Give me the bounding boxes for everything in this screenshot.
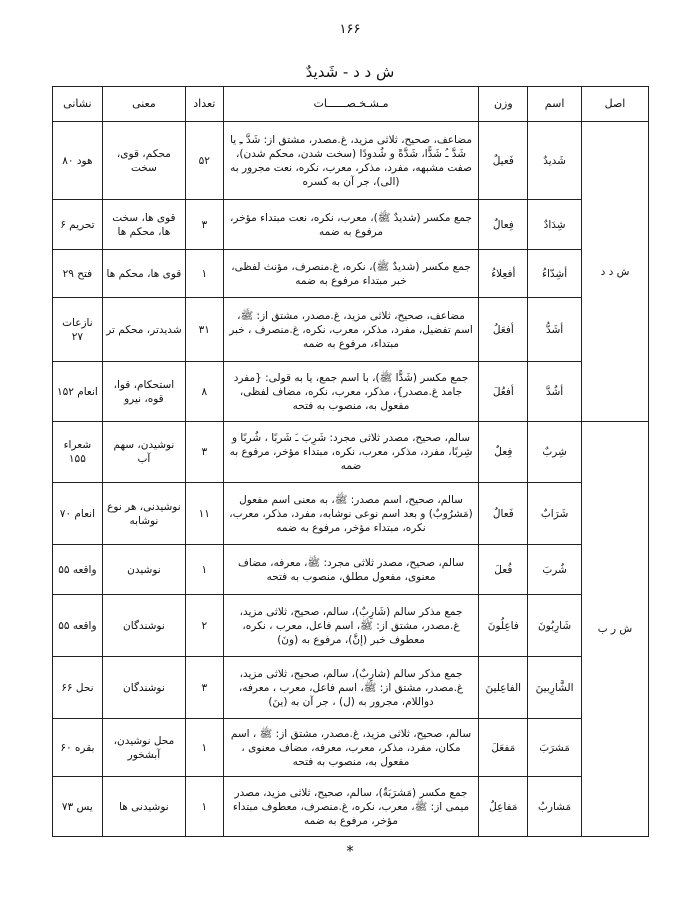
page-number: ۱۶۶ (339, 22, 361, 37)
meaning-cell: قوی ها، سخت ها، محکم ها (102, 200, 185, 250)
table-row (53, 200, 649, 250)
word-cell: أشَدُّ (528, 298, 582, 362)
meaning-cell: نوشیدنی، هر نوع نوشابه (102, 483, 185, 545)
header-neshani: نشانی (53, 87, 103, 122)
count-cell: ۲ (186, 595, 224, 657)
pattern-cell: أفعَلُ (479, 298, 528, 362)
description-cell: سالم، صحیح، ثلاثی مزید، غ.مصدر، مشتق از: ﷺ ، اسم مکان، مفرد، مذکر، معرب، معرفه، مضاف معنوی ، مفعول به، منصوب به فتحه (223, 719, 479, 777)
count-cell: ۳۱ (186, 298, 224, 362)
count-cell: ۱ (186, 250, 224, 298)
header-asl: اصل (582, 87, 649, 122)
description-cell: مضاعف، صحیح، ثلاثی مزید، غ.مصدر، مشتق از: شَدَّ ـِ یا شَدَّ ـُ شَدًّا، شَدَّةً و شُدودًا (سخت شدن، محکم شدن)، صفت مشبهه، مفرد، مذکر، معرب، نکره، نعت مجرور به (الی)، جر آن به کسره (223, 122, 479, 200)
pattern-cell: أفعِلاءُ (479, 250, 528, 298)
reference-cell: واقعه ۵۵ (53, 595, 103, 657)
pattern-cell: فَعالٌ (479, 483, 528, 545)
table-row (53, 719, 649, 777)
reference-cell: نازعات ۲۷ (53, 298, 103, 362)
page-title: ش د د - شَدیدٌ (305, 63, 395, 81)
reference-cell: بقره ۶۰ (53, 719, 103, 777)
word-cell: مَشاربُ (528, 777, 582, 837)
pattern-cell: الفاعِلینَ (479, 657, 528, 719)
meaning-cell: محل نوشیدن، آبشخور (102, 719, 185, 777)
word-cell: شُربَ (528, 545, 582, 595)
pattern-cell: فاعِلُونَ (479, 595, 528, 657)
pattern-cell: فِعلٌ (479, 422, 528, 483)
reference-cell: هود ۸۰ (53, 122, 103, 200)
footer-asterisk: * (346, 842, 354, 860)
pattern-cell: فِعالٌ (479, 200, 528, 250)
table-row (53, 422, 649, 483)
word-cell: شَارِبُونَ (528, 595, 582, 657)
table-row (53, 250, 649, 298)
table-row (53, 657, 649, 719)
reference-cell: نحل ۶۶ (53, 657, 103, 719)
pattern-cell: فُعلَ (479, 545, 528, 595)
word-cell: الشَّارِبینَ (528, 657, 582, 719)
reference-cell: انعام ۷۰ (53, 483, 103, 545)
description-cell: سالم، صحیح، مصدر ثلاثی مجرد: شَرِبَ ـَ شَربًا ، شُربًا و شِربًا، مفرد، مذکر، معرب، نکره، مبتداء مؤخر، مرفوع به ضمه (223, 422, 479, 483)
pattern-cell: مَفعَلَ (479, 719, 528, 777)
description-cell: جمع مکسر (شدیدٌ ﷺ)، معرب، نکره، نعت مبتداء مؤخر، مرفوع به ضمه (223, 200, 479, 250)
count-cell: ۱ (186, 777, 224, 837)
table-header-row (53, 87, 649, 122)
header-esm: اسم (528, 87, 582, 122)
table-row (53, 777, 649, 837)
description-cell: مضاعف، صحیح، ثلاثی مزید، غ.مصدر، مشتق از: ﷺ، اسم تفضیل، مفرد، مذکر، معرب، نکره، غ.منصرف ، خبر مبتداء، مرفوع به ضمه (223, 298, 479, 362)
word-cell: شَرَابٌ (528, 483, 582, 545)
reference-cell: تحریم ۶ (53, 200, 103, 250)
lexicon-table (52, 86, 649, 837)
root-cell: ش ر ب (582, 422, 649, 837)
table-row (53, 298, 649, 362)
pattern-cell: أفعُلَ (479, 362, 528, 422)
count-cell: ۵۲ (186, 122, 224, 200)
description-cell: سالم، صحیح، اسم مصدر: ﷺ، به معنی اسم مفعول (مَشرُوبٌ) و بعد اسم نوعی نوشابه، مفرد، مذکر، معرب، نکره، مبتداء مؤخر، مرفوع به ضمه (223, 483, 479, 545)
count-cell: ۳ (186, 422, 224, 483)
table-row (53, 545, 649, 595)
header-moshakhasat: مـشـخـصــــــات (223, 87, 479, 122)
count-cell: ۳ (186, 657, 224, 719)
meaning-cell: نوشندگان (102, 657, 185, 719)
meaning-cell: نوشندگان (102, 595, 185, 657)
root-cell: ش د د (582, 122, 649, 422)
description-cell: سالم، صحیح، مصدر ثلاثی مجرد: ﷺ، معرفه، مضاف معنوی، مفعول مطلق، منصوب به فتحه (223, 545, 479, 595)
table-row (53, 483, 649, 545)
meaning-cell: نوشیدنی ها (102, 777, 185, 837)
meaning-cell: محکم، قوی، سخت (102, 122, 185, 200)
reference-cell: یس ۷۳ (53, 777, 103, 837)
table-row (53, 595, 649, 657)
word-cell: أشِدّاءُ (528, 250, 582, 298)
table-row (53, 362, 649, 422)
description-cell: جمع مذکر سالم (شارِبٌ)، سالم، صحیح، ثلاثی مزید، غ.مصدر، مشتق از: ﷺ، اسم فاعل، معرب ، معرفه، دواللام، مجرور به (ل) ، جر آن به (ینَ) (223, 657, 479, 719)
count-cell: ۱۱ (186, 483, 224, 545)
meaning-cell: نوشیدن، سهم آب (102, 422, 185, 483)
description-cell: جمع مکسر (شدیدٌ ﷺ)، نکره، غ.منصرف، مؤنث لفظی، خبر مبتداء مرفوع به ضمه (223, 250, 479, 298)
meaning-cell: قوی ها، محکم ها (102, 250, 185, 298)
count-cell: ۳ (186, 200, 224, 250)
word-cell: مَشرَبَ (528, 719, 582, 777)
description-cell: جمع مذکر سالم (شَارِبٌ)، سالم، صحیح، ثلاثی مزید، غ.مصدر، مشتق از: ﷺ، اسم فاعل، معرب ، نکره، معطوف خبر (إنَّ)، مرفوع به (ونَ) (223, 595, 479, 657)
header-tedad: تعداد (186, 87, 224, 122)
reference-cell: واقعه ۵۵ (53, 545, 103, 595)
reference-cell: انعام ۱۵۲ (53, 362, 103, 422)
meaning-cell: استحکام، قوا، قوه، نیرو (102, 362, 185, 422)
word-cell: شَدیدٌ (528, 122, 582, 200)
meaning-cell: شدیدتر، محکم تر (102, 298, 185, 362)
pattern-cell: مَفاعِلُ (479, 777, 528, 837)
table-row (53, 122, 649, 200)
header-mani: معنی (102, 87, 185, 122)
description-cell: جمع مکسر (مَشرَبَةٌ)، سالم، صحیح، ثلاثی مزید، مصدر میمی از: ﷺ، معرب، نکره، غ.منصرف، معطوف مبتداء مؤخر، مرفوع به ضمه (223, 777, 479, 837)
count-cell: ۱ (186, 719, 224, 777)
word-cell: أشُدَّ (528, 362, 582, 422)
word-cell: شِدَادٌ (528, 200, 582, 250)
meaning-cell: نوشیدن (102, 545, 185, 595)
count-cell: ۱ (186, 545, 224, 595)
reference-cell: فتح ۲۹ (53, 250, 103, 298)
pattern-cell: فَعیلٌ (479, 122, 528, 200)
description-cell: جمع مکسر (شَدًّا ﷺ)، با اسم جمع، یا به قولی: {مفرد جامد غ.مصدر}، مذکر، معرب، نکره، مضاف لفظی، مفعول به، منصوب به فتحه (223, 362, 479, 422)
word-cell: شِربٌ (528, 422, 582, 483)
reference-cell: شعراء ۱۵۵ (53, 422, 103, 483)
count-cell: ۸ (186, 362, 224, 422)
header-vazn: وزن (479, 87, 528, 122)
